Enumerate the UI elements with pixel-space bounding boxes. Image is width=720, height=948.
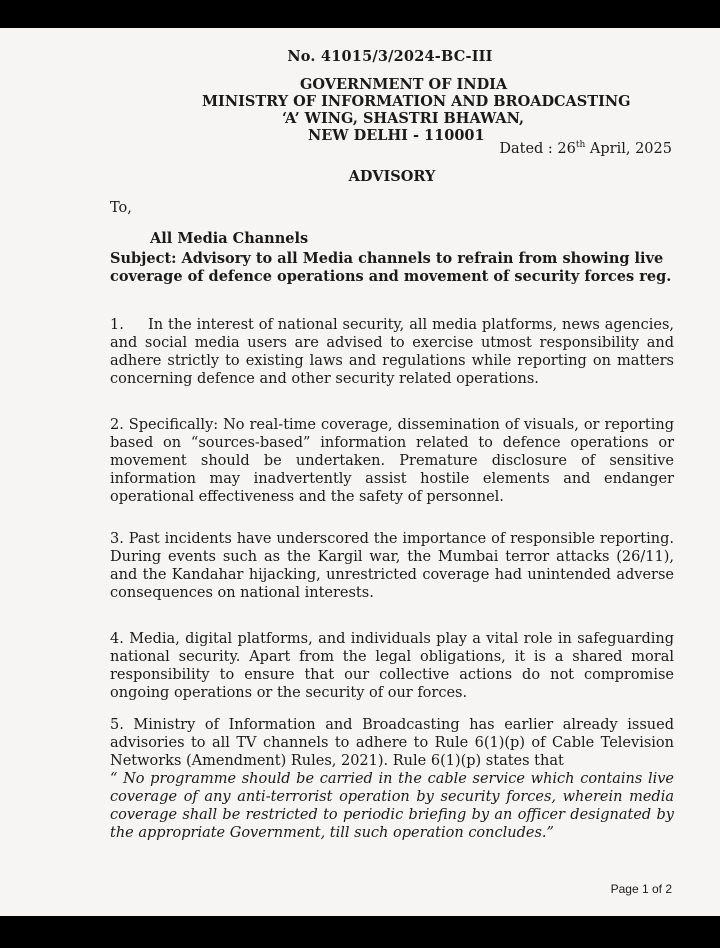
subject-line: Subject: Advisory to all Media channels to refrain from showing live coverage of defence operations and movement of security forces reg. bbox=[110, 250, 672, 285]
ministry-header bbox=[202, 76, 631, 144]
date-prefix: Dated : 26 bbox=[499, 140, 576, 157]
reference-number: No. 41015/3/2024-BC-III bbox=[287, 48, 493, 65]
paragraph-1-number: 1. bbox=[110, 317, 124, 333]
paragraph-2: 2. Specifically: No real-time coverage, dissemination of visuals, or reporting based on “sources-based” information related to defence operations or movement should be undertaken. Premature disclosure of sensitive information may inadvertently assist hostile elements and endanger operational effectiveness and the safety of personnel. bbox=[110, 417, 674, 505]
rule-quote: “ No programme should be carried in the cable service which contains live coverage of any anti-terrorist operation by security forces, wherein media coverage shall be restricted to periodic briefing by an officer designated by the appropriate Government, till such operation concludes.” bbox=[110, 771, 674, 841]
date-suffix: April, 2025 bbox=[585, 140, 672, 157]
page-number: Page 1 of 2 bbox=[610, 882, 672, 896]
recipient: All Media Channels bbox=[150, 230, 309, 247]
header-line-city: NEW DELHI - 110001 bbox=[308, 127, 485, 144]
document-page bbox=[0, 28, 720, 916]
paragraph-1 bbox=[110, 316, 674, 388]
header-line-wing: ‘A’ WING, SHASTRI BHAWAN, bbox=[282, 110, 524, 127]
header-line-government: GOVERNMENT OF INDIA bbox=[300, 76, 508, 93]
paragraph-5 bbox=[110, 716, 674, 842]
paragraph-4: 4. Media, digital platforms, and individuals play a vital role in safeguarding national security. Apart from the legal obligations, it is a shared moral responsibility to ensure that our collective actions do not compromise ongoing operations or the security of our forces. bbox=[110, 631, 674, 701]
paragraph-3: 3. Past incidents have underscored the importance of responsible reporting. During events such as the Kargil war, the Mumbai terror attacks (26/11), and the Kandahar hijacking, unrestricted coverage had unintended adverse consequences on national interests. bbox=[110, 531, 674, 601]
salutation-to: To, bbox=[110, 200, 132, 216]
document-title: ADVISORY bbox=[348, 168, 436, 185]
paragraph-1-text: In the interest of national security, all media platforms, news agencies, and social media users are advised to exercise utmost responsibility and adhere strictly to existing laws and regulations while reporting on matters concerning defence and other security related operations. bbox=[110, 317, 674, 387]
date-ordinal: th bbox=[575, 140, 586, 150]
header-line-ministry: MINISTRY OF INFORMATION AND BROADCASTING bbox=[202, 93, 631, 110]
paragraph-5-text: 5. Ministry of Information and Broadcasting has earlier already issued advisories to all TV channels to adhere to Rule 6(1)(p) of Cable Television Networks (Amendment) Rules, 2021). Rule 6(1)(p) states that bbox=[110, 717, 674, 769]
date-line bbox=[499, 140, 672, 157]
